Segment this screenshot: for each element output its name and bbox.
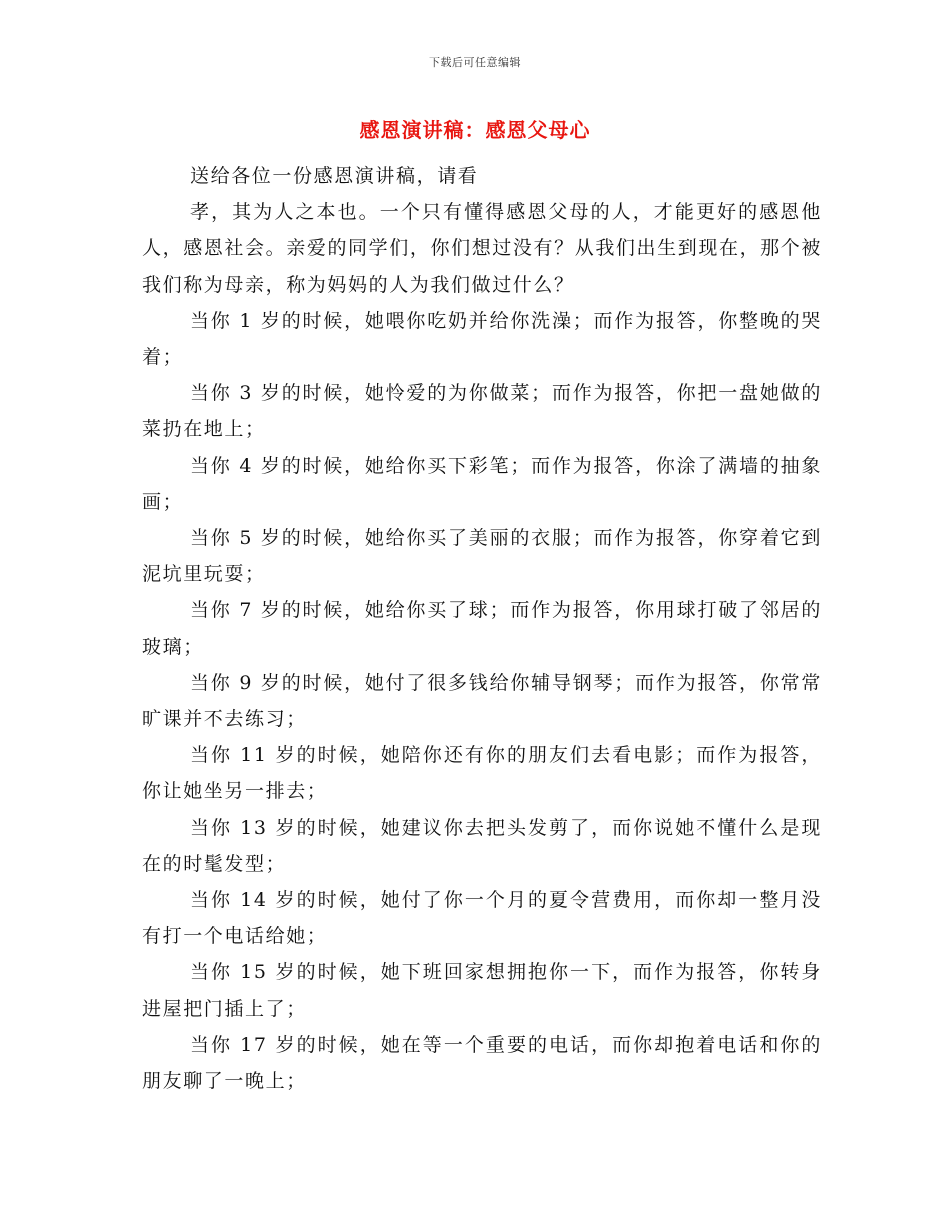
document-body (142, 158, 822, 1099)
paragraph: 孝，其为人之本也。一个只有懂得感恩父母的人，才能更好的感恩他人，感恩社会。亲爱的同学们，你们想过没有？从我们出生到现在，那个被我们称为母亲，称为妈妈的人为我们做过什么？ (142, 201, 822, 296)
paragraph: 当你 5 岁的时候，她给你买了美丽的衣服；而作为报答，你穿着它到泥坑里玩耍； (142, 527, 822, 586)
header-note: 下载后可任意编辑 (429, 56, 521, 69)
paragraph: 当你 11 岁的时候，她陪你还有你的朋友们去看电影；而作为报答，你让她坐另一排去； (142, 744, 822, 803)
document-title: 感恩演讲稿：感恩父母心 (359, 118, 591, 142)
paragraph: 当你 1 岁的时候，她喂你吃奶并给你洗澡；而作为报答，你整晚的哭着； (142, 309, 822, 369)
paragraph-intro: 送给各位一份感恩演讲稿，请看 (190, 165, 479, 187)
paragraph: 当你 13 岁的时候，她建议你去把头发剪了，而你说她不懂什么是现在的时髦发型； (142, 816, 822, 875)
paragraph: 当你 15 岁的时候，她下班回家想拥抱你一下，而作为报答，你转身进屋把门插上了； (142, 961, 822, 1020)
paragraph: 当你 7 岁的时候，她给你买了球；而作为报答，你用球打破了邻居的玻璃； (142, 599, 822, 658)
paragraph: 当你 14 岁的时候，她付了你一个月的夏令营费用，而你却一整月没有打一个电话给她； (142, 889, 822, 948)
paragraph: 当你 4 岁的时候，她给你买下彩笔；而作为报答，你涂了满墙的抽象画； (142, 454, 822, 513)
paragraph: 当你 9 岁的时候，她付了很多钱给你辅导钢琴；而作为报答，你常常旷课并不去练习； (142, 671, 822, 731)
paragraph: 当你 17 岁的时候，她在等一个重要的电话，而你却抱着电话和你的朋友聊了一晚上； (142, 1033, 822, 1093)
paragraph: 当你 3 岁的时候，她怜爱的为你做菜；而作为报答，你把一盘她做的菜扔在地上； (142, 382, 822, 441)
